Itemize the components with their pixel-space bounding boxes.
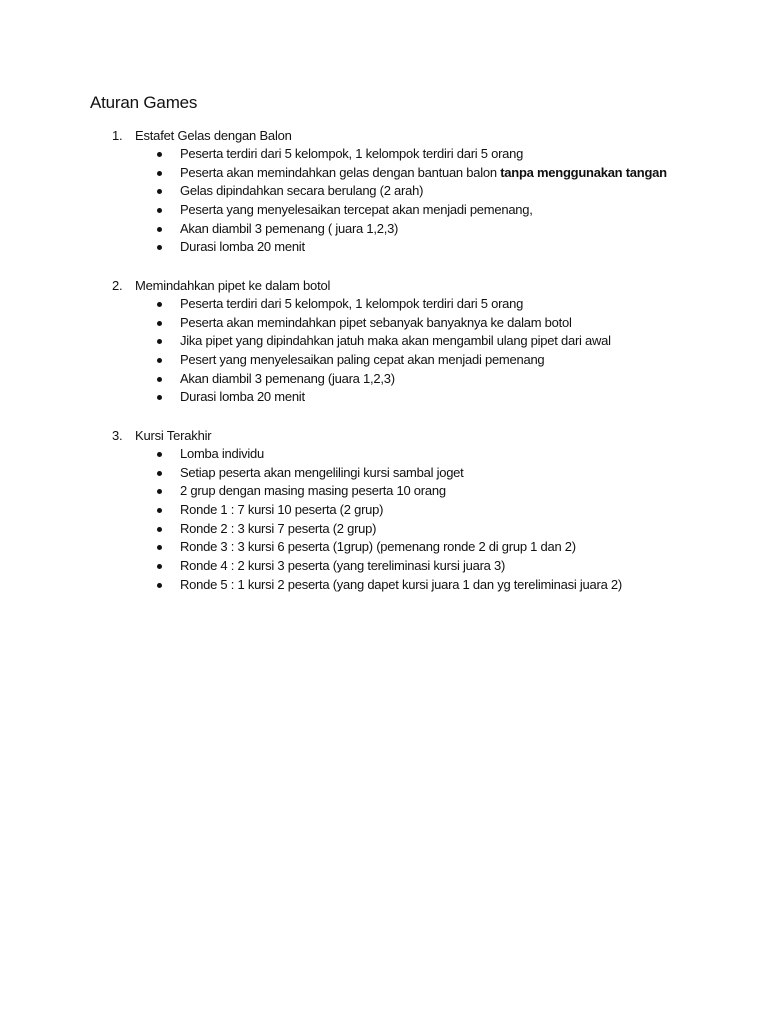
list-item [0, 164, 768, 183]
section-heading-text: Kursi Terakhir [135, 428, 212, 443]
list-item [0, 145, 768, 164]
section-kursi-terakhir [0, 426, 768, 595]
bullet-icon [157, 452, 162, 457]
section-heading [0, 276, 768, 295]
list-item [0, 370, 768, 389]
bullet-icon [157, 395, 162, 400]
list-item [0, 351, 768, 370]
section-number: 3. [112, 428, 123, 443]
section-heading-text: Estafet Gelas dengan Balon [135, 128, 292, 143]
bullet-icon [157, 171, 162, 176]
list-item-text: Peserta terdiri dari 5 kelompok, 1 kelompok terdiri dari 5 orang [180, 146, 524, 161]
list-item [0, 445, 768, 464]
list-item [0, 238, 768, 257]
list-item-text: Ronde 5 : 1 kursi 2 peserta (yang dapet kursi juara 1 dan yg tereliminasi juara 2) [180, 576, 622, 592]
section-heading [0, 426, 768, 445]
section-number: 2. [112, 278, 123, 293]
bullet-icon [157, 471, 162, 476]
list-item-text: Durasi lomba 20 menit [180, 239, 305, 255]
list-item-text: Pesert yang menyelesaikan paling cepat akan menjadi pemenang [180, 352, 545, 368]
section-number: 1. [112, 128, 123, 143]
bullet-icon [157, 527, 162, 532]
bullet-list [0, 295, 768, 407]
list-item-text: Durasi lomba 20 menit [180, 389, 305, 405]
list-item-text: Peserta akan memindahkan pipet sebanyak banyaknya ke dalam botol [180, 314, 572, 330]
section-heading-text: Memindahkan pipet ke dalam botol [135, 278, 331, 293]
bullet-icon [157, 564, 162, 569]
bullet-icon [157, 339, 162, 344]
list-item [0, 388, 768, 407]
list-item [0, 520, 768, 539]
list-item-text: Jika pipet yang dipindahkan jatuh maka akan mengambil ulang pipet dari awal [180, 333, 611, 349]
list-item-text-plain: Peserta akan memindahkan gelas dengan bantuan balon [180, 164, 501, 180]
bullet-icon [157, 358, 162, 363]
bullet-icon [157, 227, 162, 232]
bullet-list [0, 445, 768, 595]
bullet-icon [157, 189, 162, 194]
bullet-list [0, 145, 768, 257]
list-item-text: Akan diambil 3 pemenang ( juara 1,2,3) [180, 220, 399, 236]
list-item [0, 295, 768, 314]
list-item [0, 482, 768, 501]
section-memindahkan-pipet [0, 276, 768, 407]
list-item-text: Ronde 4 : 2 kursi 3 peserta (yang tereliminasi kursi juara 3) [180, 558, 506, 574]
bullet-icon [157, 583, 162, 588]
list-item-text: Ronde 1 : 7 kursi 10 peserta (2 grup) [180, 502, 384, 518]
list-item [0, 557, 768, 576]
list-item-text: Peserta yang menyelesaikan tercepat akan menjadi pemenang, [180, 202, 533, 218]
list-item-text: Akan diambil 3 pemenang (juara 1,2,3) [180, 370, 395, 386]
section-estafet-gelas [0, 126, 768, 257]
list-item-text: Ronde 2 : 3 kursi 7 peserta (2 grup) [180, 520, 377, 536]
bullet-icon [157, 377, 162, 382]
bullet-icon [157, 152, 162, 157]
bullet-icon [157, 321, 162, 326]
list-item-text: Setiap peserta akan mengelilingi kursi sambal joget [180, 464, 464, 480]
list-item-text-bold: tanpa menggunakan tangan [500, 164, 667, 180]
bullet-icon [157, 208, 162, 213]
list-item-text: 2 grup dengan masing masing peserta 10 orang [180, 483, 446, 499]
list-item [0, 332, 768, 351]
list-item [0, 501, 768, 520]
bullet-icon [157, 545, 162, 550]
list-item [0, 201, 768, 220]
list-item [0, 220, 768, 239]
bullet-icon [157, 245, 162, 250]
bullet-icon [157, 489, 162, 494]
list-item-text: Ronde 3 : 3 kursi 6 peserta (1grup) (pemenang ronde 2 di grup 1 dan 2) [180, 539, 576, 555]
list-item [0, 182, 768, 201]
list-item [0, 314, 768, 333]
list-item [0, 576, 768, 595]
list-item-text [180, 164, 667, 183]
bullet-icon [157, 508, 162, 513]
document-title: Aturan Games [90, 93, 198, 112]
bullet-icon [157, 302, 162, 307]
list-item-text: Peserta terdiri dari 5 kelompok, 1 kelompok terdiri dari 5 orang [180, 296, 524, 311]
section-heading [0, 126, 768, 145]
list-item [0, 464, 768, 483]
list-item-text: Gelas dipindahkan secara berulang (2 arah) [180, 183, 424, 199]
list-item-text: Lomba individu [180, 446, 264, 461]
list-item [0, 538, 768, 557]
